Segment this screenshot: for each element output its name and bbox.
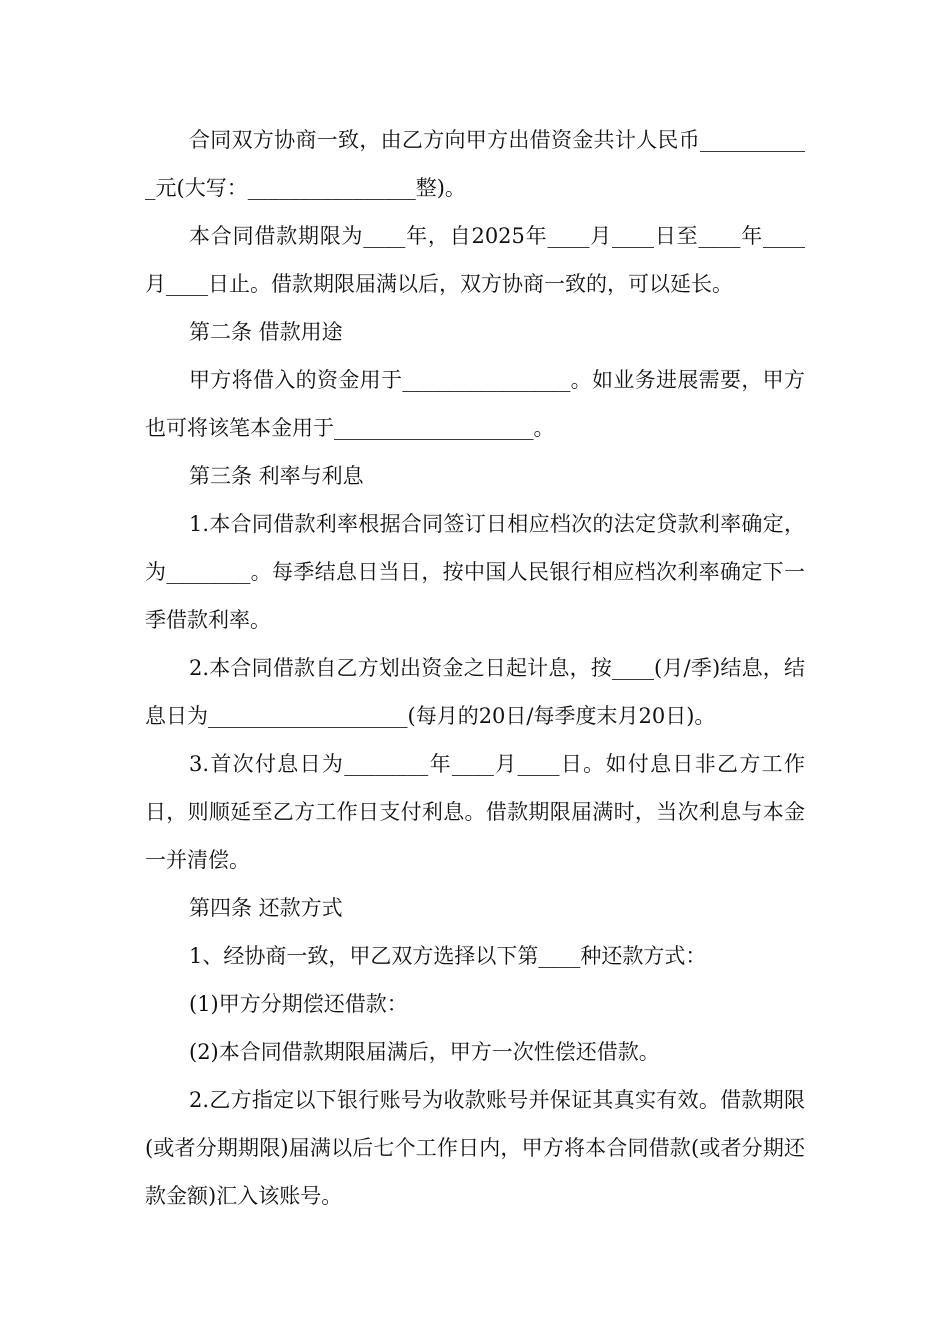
contract-body (145, 116, 805, 1220)
section-heading-article-2: 第二条 借款用途 (189, 320, 343, 344)
paragraph-loan-term: 本合同借款期限为____年，自2025年____月____日至____年____月____日止。借款期限届满以后，双方协商一致的，可以延长。 (145, 224, 805, 296)
section-heading-article-3: 第三条 利率与利息 (189, 464, 364, 488)
paragraph-interest-settlement: 2.本合同借款自乙方划出资金之日起计息，按____(月/季)结息，结息日为___________________(每月的20日/每季度末月20日)。 (145, 656, 805, 728)
paragraph-interest-rate: 1.本合同借款利率根据合同签订日相应档次的法定贷款利率确定，为________。每季结息日当日，按中国人民银行相应档次利率确定下一季借款利率。 (145, 512, 805, 632)
section-heading-article-4: 第四条 还款方式 (189, 896, 343, 920)
paragraph-repayment-option-1: (1)甲方分期偿还借款： (189, 992, 408, 1016)
paragraph-loan-amount: 合同双方协商一致，由乙方向甲方出借资金共计人民币___________元(大写：________________整)。 (145, 128, 805, 200)
paragraph-loan-purpose: 甲方将借入的资金用于________________。如业务进展需要，甲方也可将该笔本金用于___________________。 (145, 368, 805, 440)
paragraph-repayment-choice: 1、经协商一致，甲乙双方选择以下第____种还款方式： (189, 944, 707, 968)
paragraph-bank-account: 2.乙方指定以下银行账号为收款账号并保证其真实有效。借款期限(或者分期期限)届满以后七个工作日内，甲方将本合同借款(或者分期还款金额)汇入该账号。 (145, 1088, 805, 1208)
paragraph-first-interest-date: 3.首次付息日为________年____月____日。如付息日非乙方工作日，则顺延至乙方工作日支付利息。借款期限届满时，当次利息与本金一并清偿。 (145, 752, 805, 872)
paragraph-repayment-option-2: (2)本合同借款期限届满后，甲方一次性偿还借款。 (189, 1040, 660, 1064)
